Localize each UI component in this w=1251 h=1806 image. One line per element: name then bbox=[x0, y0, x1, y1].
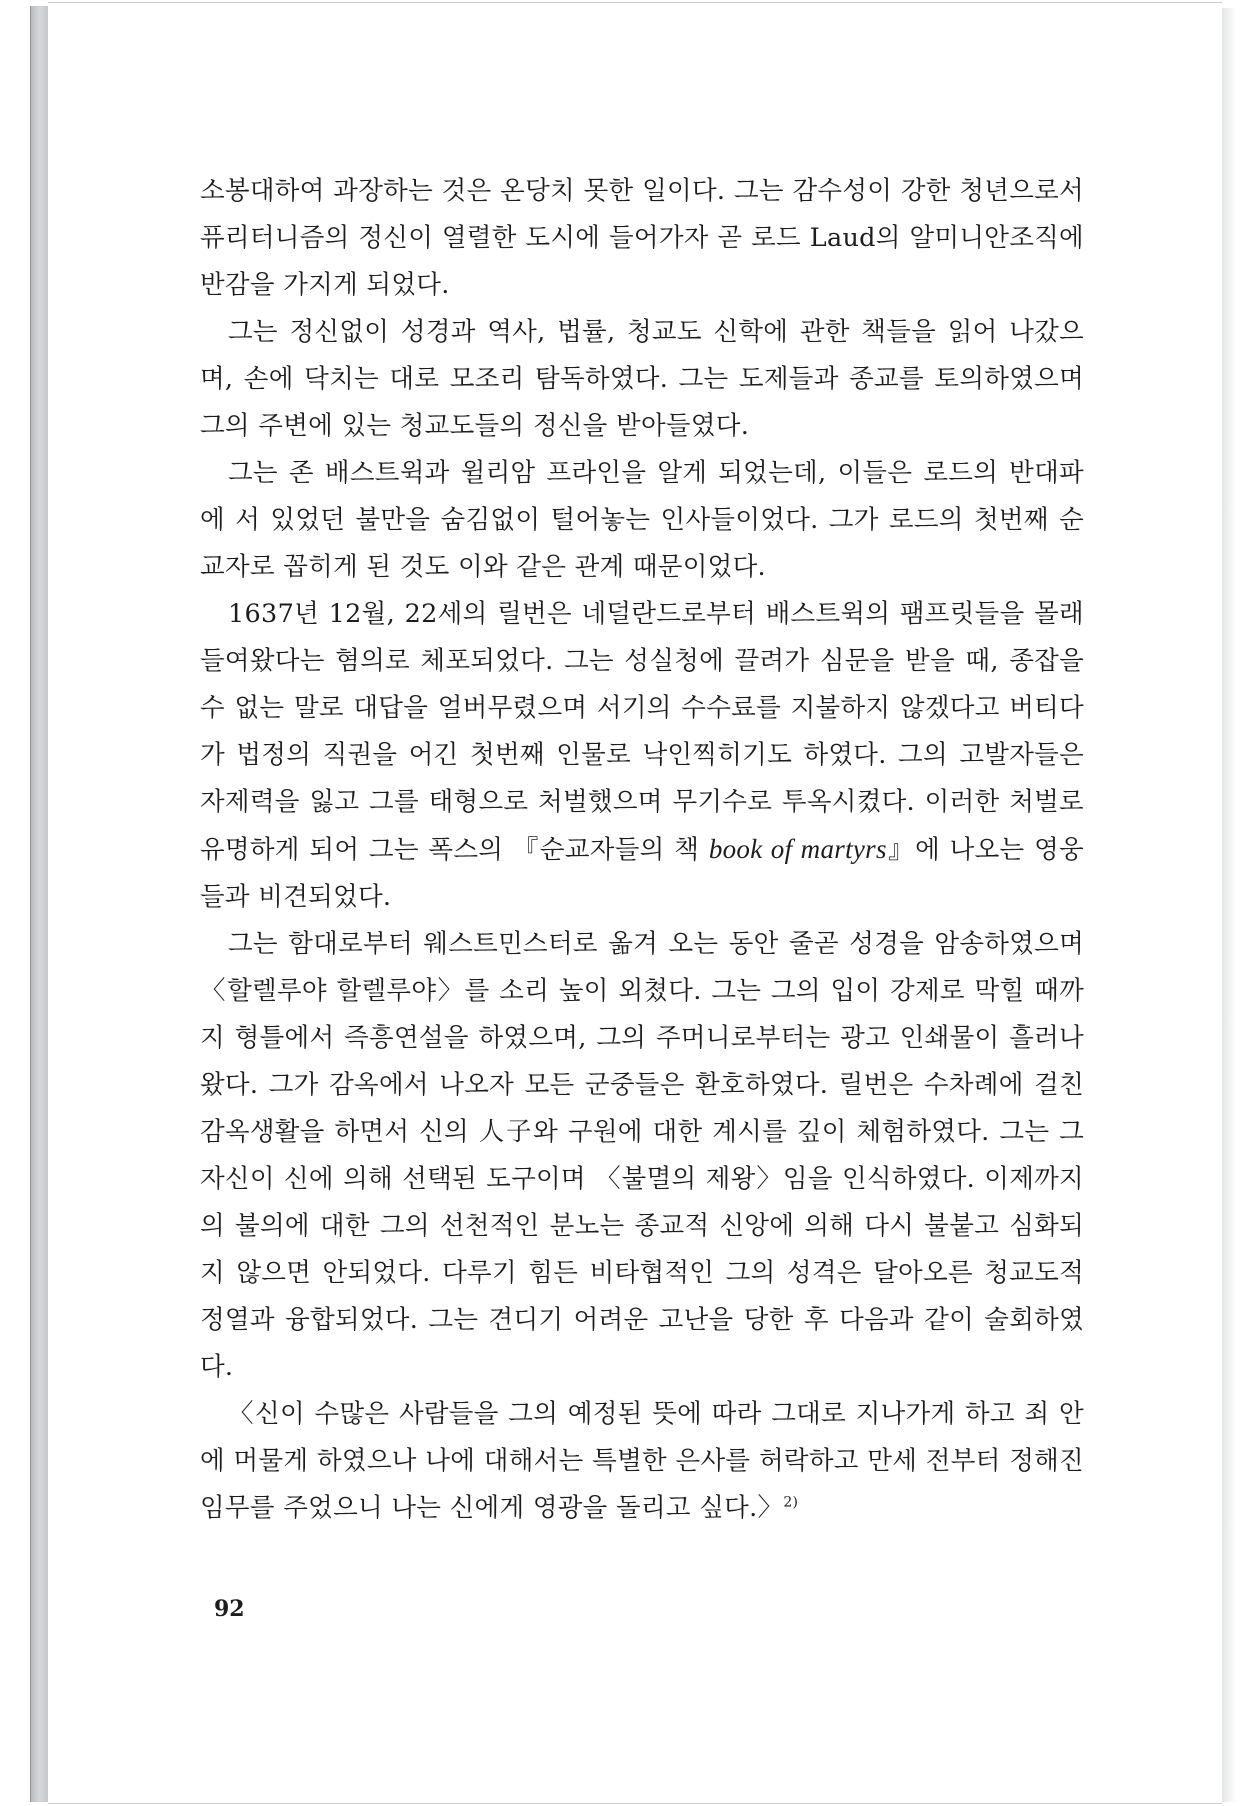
paragraph-4-tail: 』에 나오는 영웅들과 비견되었다. bbox=[200, 835, 1084, 912]
paragraph-4 bbox=[200, 591, 1084, 921]
paragraph-6 bbox=[200, 1391, 1084, 1532]
paragraph-2: 그는 정신없이 성경과 역사, 법률, 청교도 신학에 관한 책들을 읽어 나갔으며, 손에 닥치는 대로 모조리 탐독하였다. 그는 도제들과 종교를 토의하였으며 그의 주변에 있는 청교도들의 정신을 받아들였다. bbox=[200, 317, 1084, 441]
body-text bbox=[200, 168, 1084, 1532]
page-number: 92 bbox=[214, 1596, 245, 1622]
footnote-marker: 2) bbox=[783, 1494, 799, 1511]
paragraph-1: 소봉대하여 과장하는 것은 온당치 못한 일이다. 그는 감수성이 강한 청년으로서 퓨리터니즘의 정신이 열렬한 도시에 들어가자 곧 로드 Laud의 알미니안조직에 반감을 가지게 되었다. bbox=[200, 176, 1084, 300]
page-shadow bbox=[1222, 8, 1236, 1802]
book-title-english: book of martyrs bbox=[708, 834, 887, 864]
paragraph-5: 그는 함대로부터 웨스트민스터로 옮겨 오는 동안 줄곧 성경을 암송하였으며 〈할렐루야 할렐루야〉를 소리 높이 외쳤다. 그는 그의 입이 강제로 막힐 때까지 형틀에서 즉흥연설을 하였으며, 그의 주머니로부터는 광고 인쇄물이 흘러나왔다. 그가 감옥에서 나오자 모든 군중들은 환호하였다. 릴번은 수차례에 걸친 감옥생활을 하면서 신의 人子와 구원에 대한 계시를 깊이 체험하였다. 그는 그 자신이 신에 의해 선택된 도구이며 〈불멸의 제왕〉임을 인식하였다. 이제까지의 불의에 대한 그의 선천적인 분노는 종교적 신앙에 의해 다시 불붙고 심화되지 않으면 안되었다. 다루기 힘든 비타협적인 그의 성격은 달아오른 청교도적 정열과 융합되었다. 그는 견디기 어려운 고난을 당한 후 다음과 같이 술회하였다. bbox=[200, 929, 1084, 1382]
paragraph-4-text: 1637년 12월, 22세의 릴번은 네덜란드로부터 배스트윅의 팸프릿들을 몰래 들여왔다는 혐의로 체포되었다. 그는 성실청에 끌려가 심문을 받을 때, 종잡을 수 없는 말로 대답을 얼버무렸으며 서기의 수수료를 지불하지 않겠다고 버티다가 법정의 직권을 어긴 첫번째 인물로 낙인찍히기도 하였다. 그의 고발자들은 자제력을 잃고 그를 태형으로 처벌했으며 무기수로 투옥시켰다. 이러한 처벌로 유명하게 되어 그는 폭스의 『순교자들의 책 bbox=[200, 599, 1084, 865]
quote-text: 〈신이 수많은 사람들을 그의 예정된 뜻에 따라 그대로 지나가게 하고 죄 안에 머물게 하였으나 나에 대해서는 특별한 은사를 허락하고 만세 전부터 정해진 임무를 주었으니 나는 신에게 영광을 돌리고 싶다.〉 bbox=[200, 1399, 1084, 1523]
paragraph-3: 그는 존 배스트윅과 윌리암 프라인을 알게 되었는데, 이들은 로드의 반대파에 서 있었던 불만을 숨김없이 털어놓는 인사들이었다. 그가 로드의 첫번째 순교자로 꼽히게 된 것도 이와 같은 관계 때문이었다. bbox=[200, 458, 1084, 582]
book-edge bbox=[30, 6, 49, 1802]
